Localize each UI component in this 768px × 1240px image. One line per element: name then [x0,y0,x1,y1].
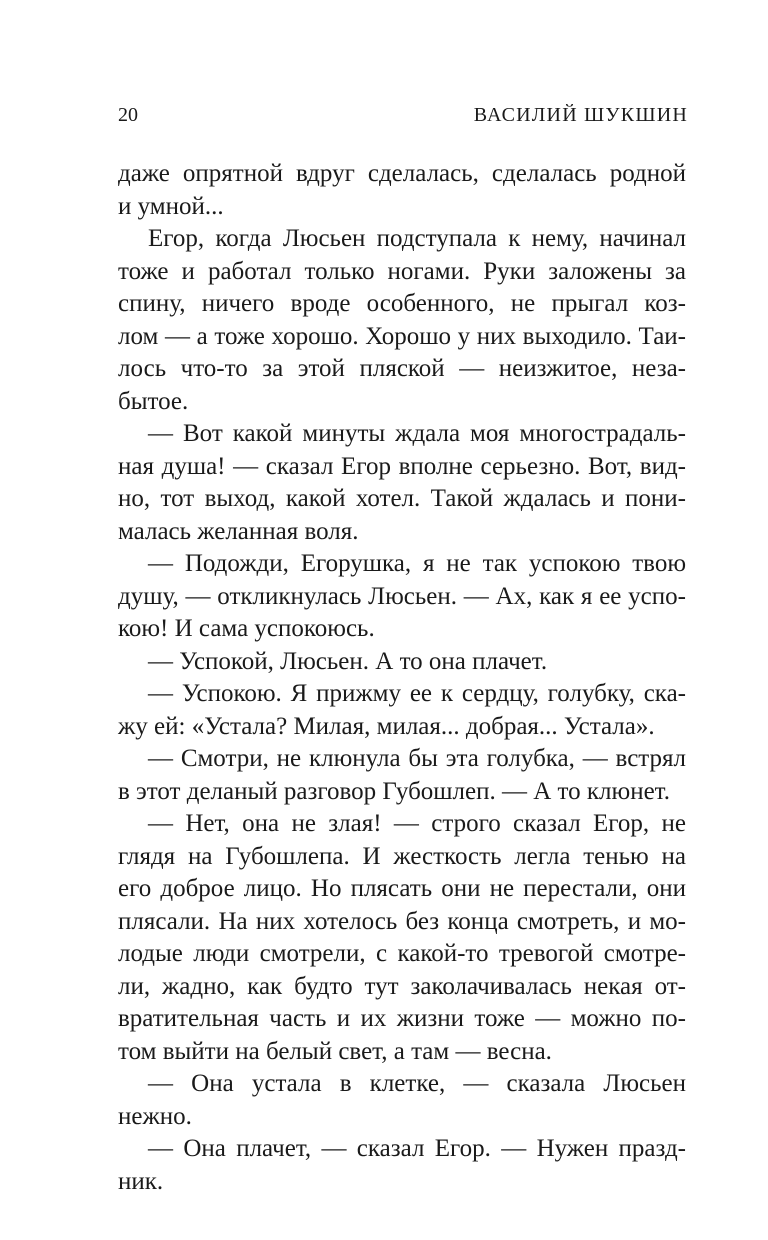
text-line: плясали. На них хотелось без конца смотреть, и мо- [118,907,686,935]
text-line: — Смотри, не клюнула бы эта голубка, — встрял [148,745,686,772]
text-body [118,158,686,1198]
text-line: — Успокою. Я прижму ее к сердцу, голубку, ска- [148,680,686,707]
text-line: лодые люди смотрели, с какой-то тревогой смотре- [118,940,686,967]
text-line: глядя на Губошлепа. И жесткость легла тенью на [118,842,686,870]
running-header [118,104,688,134]
text-line: его доброе лицо. Но плясать они не перестали, они [118,875,686,902]
text-line: малась желанная воля. [118,517,359,545]
text-line: ная душа! — сказал Егор вполне серьезно. Вот, вид- [118,452,686,480]
text-line: ли, жадно, как будто тут заколачивалась некая от- [118,972,686,1000]
text-line: жу ей: «Устала? Милая, милая... добрая... Устала». [118,712,655,740]
text-line: — Она устала в клетке, — сказала Люсьен [148,1070,686,1097]
text-line: том выйти на белый свет, а там — весна. [118,1037,552,1065]
text-line: ник. [118,1167,164,1195]
text-line: вратительная часть и их жизни тоже — можно по- [118,1005,686,1032]
text-line: лом — а тоже хорошо. Хорошо у них выходило. Таи- [118,322,686,350]
text-line: нежно. [118,1102,192,1130]
text-line: — Успокой, Люсьен. А то она плачет. [148,647,548,675]
text-line: и умной... [118,192,224,220]
text-line: — Нет, она не злая! — строго сказал Егор, не [148,810,686,837]
text-line: тоже и работал только ногами. Руки заложены за [118,257,686,285]
page-number: 20 [118,104,138,126]
text-line: бытое. [118,387,189,415]
text-line: кою! И сама успокоюсь. [118,615,375,642]
text-line: лось что-то за этой пляской — неизжитое, неза- [118,355,686,382]
text-line: в этот деланый разговор Губошлеп. — А то клюнет. [118,777,670,805]
text-line: — Подожди, Егорушка, я не так успокою твою [148,550,686,577]
text-line: — Вот какой минуты ждала моя многострадаль- [148,420,686,447]
text-line: Егор, когда Люсьен подступала к нему, начинал [148,225,686,252]
text-line: даже опрятной вдруг сделалась, сделалась родной [118,160,686,187]
running-header-author: ВАСИЛИЙ ШУКШИН [473,104,688,126]
text-line: спину, ничего вроде особенного, не прыгал коз- [118,290,686,317]
text-line: но, тот выход, какой хотел. Такой ждалась и пони- [118,485,686,512]
text-line: — Она плачет, — сказал Егор. — Нужен празд- [148,1135,686,1162]
text-line: душу, — откликнулась Люсьен. — Ах, как я ее успо- [118,582,686,610]
